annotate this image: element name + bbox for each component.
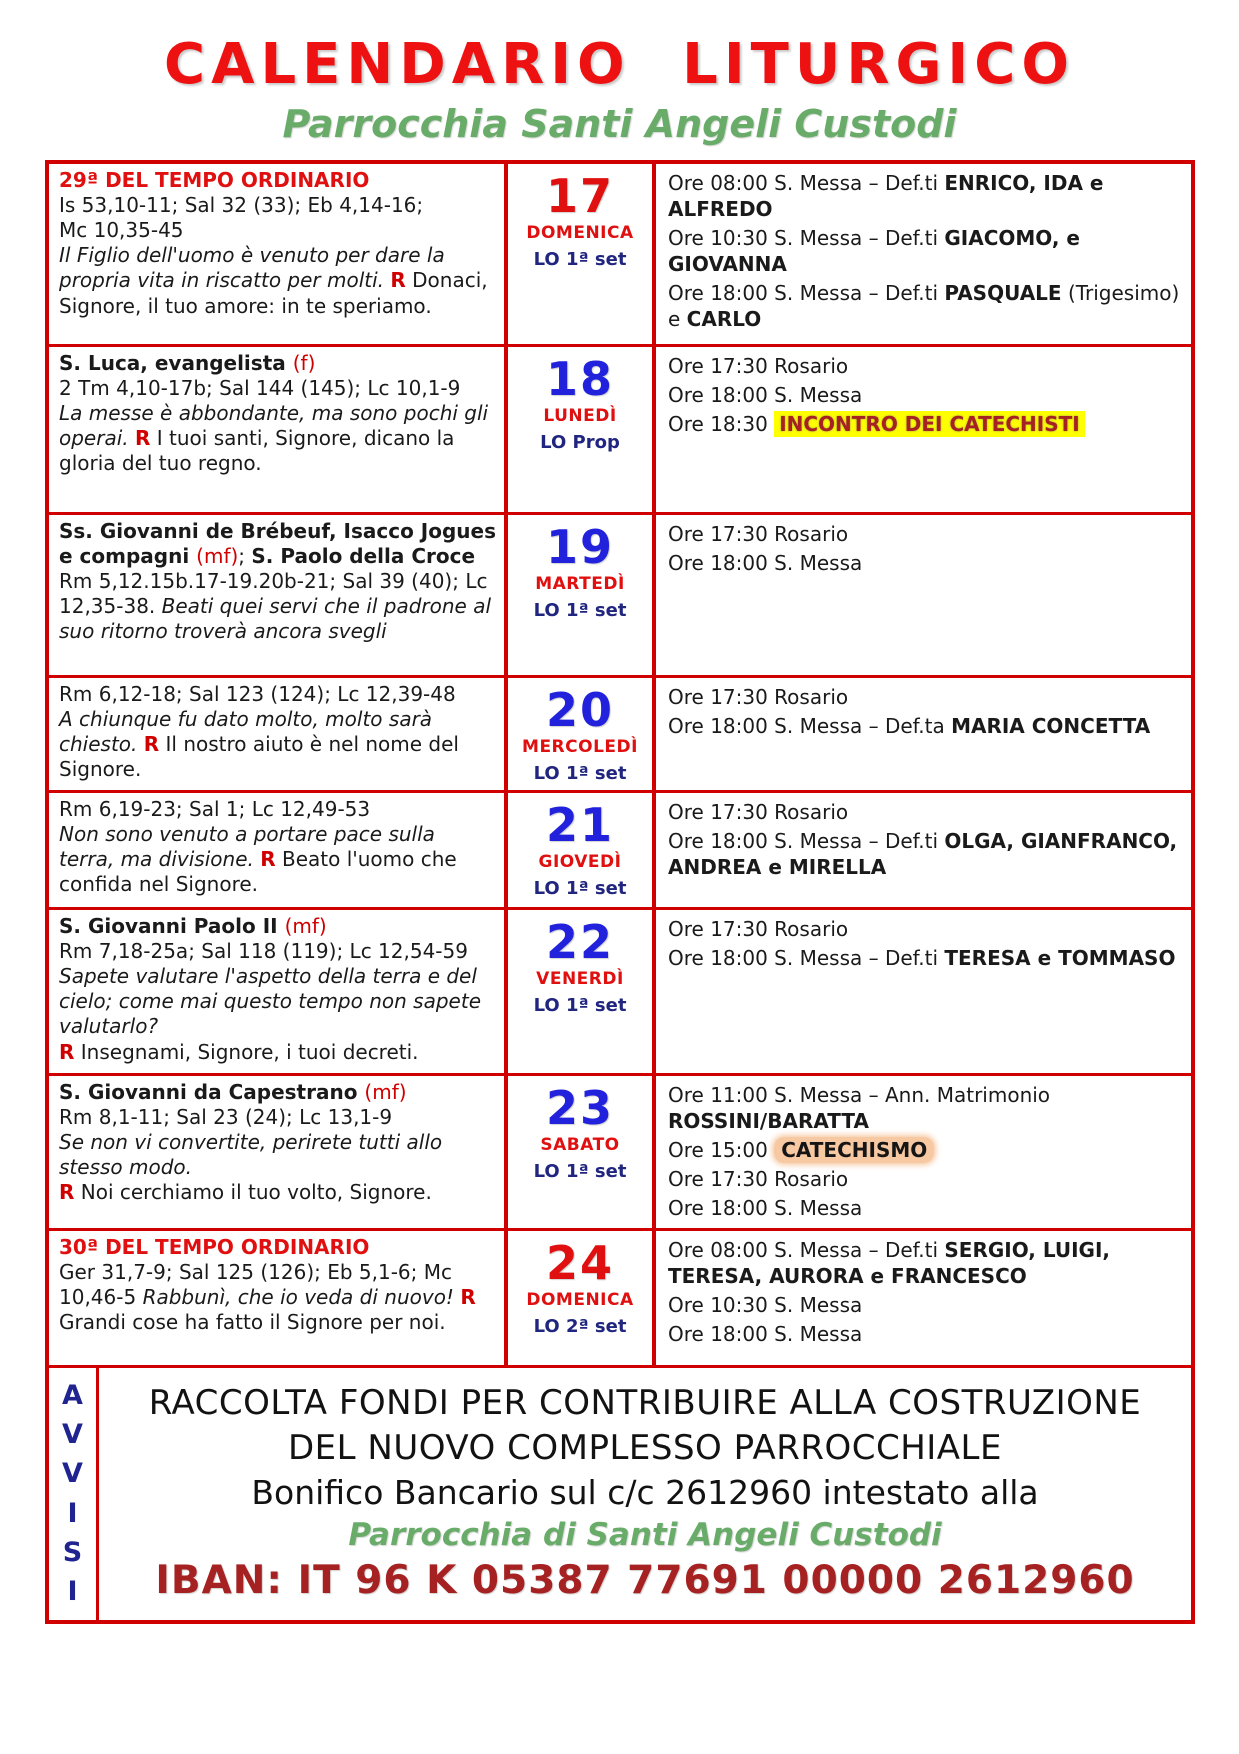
text-segment-t: Ger 31,7-9; Sal 125 (126); Eb 5,1-6; Mc 10,46-5 bbox=[59, 1259, 453, 1309]
liturgy-of-hours-label: LO Prop bbox=[540, 431, 620, 453]
text-segment-i: Non sono venuto a portare pace sulla terra, ma divisione. bbox=[59, 821, 435, 871]
text-segment-R: R bbox=[135, 426, 151, 451]
text-segment-b: TERESA e TOMMASO bbox=[944, 945, 1176, 970]
liturgy-of-hours-label: LO 2ª set bbox=[533, 1315, 627, 1337]
text-segment-R: R bbox=[390, 268, 406, 293]
text-segment-t: Ore 17:30 Rosario bbox=[668, 521, 849, 546]
text-segment-t: Ore 18:00 S. Messa bbox=[668, 1321, 863, 1346]
text-segment-i: La messe è abbondante, ma sono pochi gli operai. bbox=[59, 400, 489, 451]
event-line bbox=[668, 353, 1183, 379]
text-segment-R: R bbox=[59, 1180, 75, 1205]
text-segment-b: S. Giovanni da Capestrano bbox=[59, 1079, 365, 1104]
notices-body bbox=[99, 1368, 1191, 1620]
text-segment-t: Rm 6,12-18; Sal 123 (124); Lc 12,39-48 bbox=[59, 681, 456, 706]
liturgy-info-cell bbox=[49, 515, 504, 675]
text-segment-t: Ore 11:00 S. Messa – Ann. Matrimonio bbox=[668, 1082, 1051, 1107]
text-segment-t: Ore 18:00 S. Messa – Def.ti bbox=[668, 280, 945, 305]
text-segment-t: Ore 17:30 Rosario bbox=[668, 684, 849, 709]
event-line bbox=[668, 828, 1183, 880]
events-cell bbox=[656, 164, 1191, 344]
day-box bbox=[504, 793, 656, 907]
day-row-18 bbox=[49, 347, 1191, 515]
avvisi-letter: V bbox=[62, 1419, 83, 1451]
avvisi-letter: I bbox=[67, 1576, 78, 1608]
text-segment-b: CARLO bbox=[686, 306, 762, 331]
text-segment-t: Noi cerchiamo il tuo volto, Signore. bbox=[74, 1180, 432, 1205]
day-number: 20 bbox=[545, 682, 614, 737]
events-cell bbox=[656, 793, 1191, 907]
event-line bbox=[668, 713, 1183, 739]
weekday-label: VENERDÌ bbox=[536, 968, 624, 989]
day-number: 21 bbox=[545, 797, 614, 852]
avvisi-letter: A bbox=[62, 1379, 83, 1411]
text-segment-t: Ore 18:00 S. Messa bbox=[668, 382, 863, 407]
text-segment-t: Donaci, Signore, il tuo amore: in te speriamo. bbox=[59, 268, 488, 318]
avvisi-letter: V bbox=[62, 1458, 83, 1490]
notice-line-bank-transfer: Bonifico Bancario sul c/c 2612960 intestato alla bbox=[251, 1472, 1039, 1512]
text-segment-R: R bbox=[59, 1039, 75, 1064]
event-line bbox=[668, 916, 1183, 942]
day-number: 23 bbox=[545, 1080, 614, 1135]
text-segment-t: Ore 18:00 S. Messa bbox=[668, 1195, 863, 1220]
event-line bbox=[668, 1237, 1183, 1289]
text-segment-t: 2 Tm 4,10-17b; Sal 144 (145); Lc 10,1-9 bbox=[59, 375, 461, 400]
text-segment-t: Grandi cose ha fatto il Signore per noi. bbox=[59, 1310, 446, 1335]
liturgy-of-hours-label: LO 1ª set bbox=[533, 1160, 627, 1182]
text-segment-t: Rm 5,12.15b.17-19.20b-21; Sal 39 (40); Lc 12,35-38. bbox=[59, 568, 488, 619]
liturgy-info-cell bbox=[49, 164, 504, 344]
text-segment-t: Il nostro aiuto è nel nome del Signore. bbox=[59, 731, 459, 782]
event-line bbox=[668, 799, 1183, 825]
weekday-label: MARTEDÌ bbox=[535, 573, 625, 594]
text-segment-b: ROSSINI/BARATTA bbox=[668, 1108, 869, 1133]
weekday-label: MERCOLEDÌ bbox=[522, 736, 638, 757]
weekday-label: DOMENICA bbox=[526, 1289, 634, 1310]
events-cell bbox=[656, 678, 1191, 790]
day-row-23 bbox=[49, 1076, 1191, 1231]
event-line bbox=[668, 170, 1183, 222]
event-line bbox=[668, 1082, 1183, 1134]
weekday-label: LUNEDÌ bbox=[543, 405, 617, 426]
event-line bbox=[668, 1166, 1183, 1192]
text-segment-i: Il Figlio dell'uomo è venuto per dare la propria vita in riscatto per molti. bbox=[59, 243, 445, 293]
liturgy-of-hours-label: LO 1ª set bbox=[533, 762, 627, 784]
notices-section bbox=[49, 1368, 1191, 1620]
weekday-label: DOMENICA bbox=[526, 222, 634, 243]
text-segment-t: Ore 10:30 S. Messa – Def.ti bbox=[668, 225, 945, 250]
text-segment-b: S. Giovanni Paolo II bbox=[59, 913, 285, 938]
day-box bbox=[504, 678, 656, 790]
liturgy-info-cell bbox=[49, 1076, 504, 1228]
event-line bbox=[668, 550, 1183, 576]
text-segment-t: Rm 8,1-11; Sal 23 (24); Lc 13,1-9 bbox=[59, 1104, 393, 1129]
day-row-17 bbox=[49, 164, 1191, 347]
day-row-22 bbox=[49, 910, 1191, 1076]
day-row-20 bbox=[49, 678, 1191, 793]
text-segment-t: Ore 18:00 S. Messa bbox=[668, 550, 863, 575]
event-line bbox=[668, 280, 1183, 332]
events-cell bbox=[656, 515, 1191, 675]
notice-line-parish-name: Parrocchia di Santi Angeli Custodi bbox=[348, 1516, 942, 1553]
day-box bbox=[504, 1231, 656, 1365]
day-number: 17 bbox=[545, 168, 614, 223]
text-segment-t: Ore 17:30 Rosario bbox=[668, 799, 849, 824]
day-number: 18 bbox=[545, 351, 614, 406]
text-segment-t: I tuoi santi, Signore, dicano la gloria del tuo regno. bbox=[59, 426, 455, 476]
text-segment-hly: INCONTRO DEI CATECHISTI bbox=[774, 411, 1085, 437]
text-segment-hd: 30ª DEL TEMPO ORDINARIO bbox=[59, 1234, 370, 1259]
event-line bbox=[668, 521, 1183, 547]
avvisi-letter: I bbox=[67, 1497, 78, 1529]
text-segment-t: Rm 7,18-25a; Sal 118 (119); Lc 12,54-59 bbox=[59, 938, 468, 963]
liturgy-of-hours-label: LO 1ª set bbox=[533, 599, 627, 621]
text-segment-i: Se non vi convertite, perirete tutti allo stesso modo. bbox=[59, 1129, 443, 1180]
text-segment-b: SERGIO, LUIGI, TERESA, AURORA e FRANCESCO bbox=[668, 1237, 1110, 1288]
liturgy-info-cell bbox=[49, 347, 504, 512]
day-box bbox=[504, 1076, 656, 1228]
text-segment-R: R bbox=[260, 846, 276, 871]
text-segment-hd: 29ª DEL TEMPO ORDINARIO bbox=[59, 167, 370, 192]
events-cell bbox=[656, 1231, 1191, 1365]
text-segment-t: Beato l'uomo che confida nel Signore. bbox=[59, 846, 457, 897]
text-segment-rm: (mf) bbox=[364, 1079, 407, 1104]
avvisi-vertical-label bbox=[49, 1368, 99, 1620]
avvisi-letter: S bbox=[62, 1537, 83, 1569]
text-segment-t: Ore 18:00 S. Messa – Def.ta bbox=[668, 713, 952, 738]
text-segment-t: Ore 18:00 S. Messa – Def.ti bbox=[668, 945, 945, 970]
text-segment-b: S. Paolo della Croce bbox=[251, 543, 476, 568]
text-segment-b: S. Luca, evangelista bbox=[59, 350, 293, 375]
page-title: CALENDARIO LITURGICO bbox=[164, 32, 1075, 97]
day-row-21 bbox=[49, 793, 1191, 910]
text-segment-i: Sapete valutare l'aspetto della terra e del cielo; come mai questo tempo non sapete valutarlo? bbox=[59, 963, 481, 1039]
notice-line-iban: IBAN: IT 96 K 05387 77691 00000 2612960 bbox=[155, 1557, 1135, 1603]
text-segment-t: Ore 08:00 S. Messa – Def.ti bbox=[668, 1237, 945, 1262]
liturgy-of-hours-label: LO 1ª set bbox=[533, 248, 627, 270]
text-segment-t: Ore 08:00 S. Messa – Def.ti bbox=[668, 170, 945, 195]
events-cell bbox=[656, 1076, 1191, 1228]
text-segment-t: Ore 18:00 S. Messa – Def.ti bbox=[668, 828, 945, 853]
text-segment-t: Ore 17:30 Rosario bbox=[668, 353, 849, 378]
event-line bbox=[668, 684, 1183, 710]
event-line bbox=[668, 1292, 1183, 1318]
text-segment-t: ; bbox=[238, 543, 252, 568]
day-box bbox=[504, 164, 656, 344]
day-box bbox=[504, 347, 656, 512]
text-segment-b: OLGA, GIANFRANCO, ANDREA e MIRELLA bbox=[668, 828, 1178, 879]
text-segment-b: MARIA CONCETTA bbox=[951, 713, 1151, 738]
text-segment-b: PASQUALE bbox=[944, 280, 1062, 305]
text-segment-t: Ore 10:30 S. Messa bbox=[668, 1292, 863, 1317]
events-cell bbox=[656, 910, 1191, 1073]
text-segment-t: Insegnami, Signore, i tuoi decreti. bbox=[74, 1039, 419, 1064]
text-segment-i: Rabbunì, che io veda di nuovo! bbox=[142, 1284, 461, 1309]
text-segment-R: R bbox=[143, 731, 160, 756]
event-line bbox=[668, 411, 1183, 437]
event-line bbox=[668, 945, 1183, 971]
day-number: 19 bbox=[545, 519, 614, 574]
day-box bbox=[504, 515, 656, 675]
text-segment-b: ENRICO, IDA e ALFREDO bbox=[668, 170, 1104, 221]
events-cell bbox=[656, 347, 1191, 512]
text-segment-rm: (f) bbox=[292, 350, 316, 375]
text-segment-t: Ore 15:00 bbox=[668, 1137, 775, 1162]
weekday-label: GIOVEDÌ bbox=[538, 851, 622, 872]
event-line bbox=[668, 382, 1183, 408]
text-segment-rm: (mf) bbox=[284, 913, 327, 938]
day-row-19 bbox=[49, 515, 1191, 678]
event-line bbox=[668, 1195, 1183, 1221]
day-row-24 bbox=[49, 1231, 1191, 1368]
text-segment-t: Ore 17:30 Rosario bbox=[668, 916, 849, 941]
text-segment-t: Mc 10,35-45 bbox=[59, 217, 184, 242]
text-segment-i: A chiunque fu dato molto, molto sarà chiesto. bbox=[59, 706, 433, 756]
text-segment-t: Ore 17:30 Rosario bbox=[668, 1166, 849, 1191]
text-segment-t: Ore 18:30 bbox=[668, 411, 775, 436]
notice-line-fundraising-1: RACCOLTA FONDI PER CONTRIBUIRE ALLA COSTRUZIONE bbox=[148, 1382, 1142, 1423]
liturgy-info-cell bbox=[49, 678, 504, 790]
day-number: 24 bbox=[545, 1235, 614, 1290]
day-number: 22 bbox=[545, 914, 614, 969]
text-segment-t: Is 53,10-11; Sal 32 (33); Eb 4,14-16; bbox=[59, 192, 424, 217]
calendar-rows bbox=[49, 164, 1191, 1368]
day-box bbox=[504, 910, 656, 1073]
liturgical-calendar-table bbox=[45, 160, 1195, 1624]
notice-line-fundraising-2: DEL NUOVO COMPLESSO PARROCCHIALE bbox=[288, 1427, 1002, 1468]
weekday-label: SABATO bbox=[540, 1134, 620, 1155]
text-segment-i: Beati quei servi che il padrone al suo ritorno troverà ancora svegli bbox=[59, 594, 492, 644]
text-segment-rm: (mf) bbox=[196, 543, 239, 568]
text-segment-R: R bbox=[460, 1284, 476, 1309]
liturgy-of-hours-label: LO 1ª set bbox=[533, 877, 627, 899]
liturgy-info-cell bbox=[49, 910, 504, 1073]
event-line bbox=[668, 1321, 1183, 1347]
liturgy-info-cell bbox=[49, 1231, 504, 1365]
text-segment-t: Rm 6,19-23; Sal 1; Lc 12,49-53 bbox=[59, 796, 371, 821]
text-segment-b: Ss. Giovanni de Brébeuf, Isacco Jogues e compagni bbox=[59, 518, 496, 568]
text-segment-t: (Trigesimo) e bbox=[668, 280, 1180, 331]
text-segment-hlp: CATECHISMO bbox=[774, 1137, 934, 1163]
event-line bbox=[668, 225, 1183, 277]
parish-subtitle: Parrocchia Santi Angeli Custodi bbox=[282, 101, 957, 146]
liturgy-of-hours-label: LO 1ª set bbox=[533, 994, 627, 1016]
liturgy-info-cell bbox=[49, 793, 504, 907]
event-line bbox=[668, 1137, 1183, 1163]
text-segment-b: GIACOMO, e GIOVANNA bbox=[668, 225, 1080, 276]
